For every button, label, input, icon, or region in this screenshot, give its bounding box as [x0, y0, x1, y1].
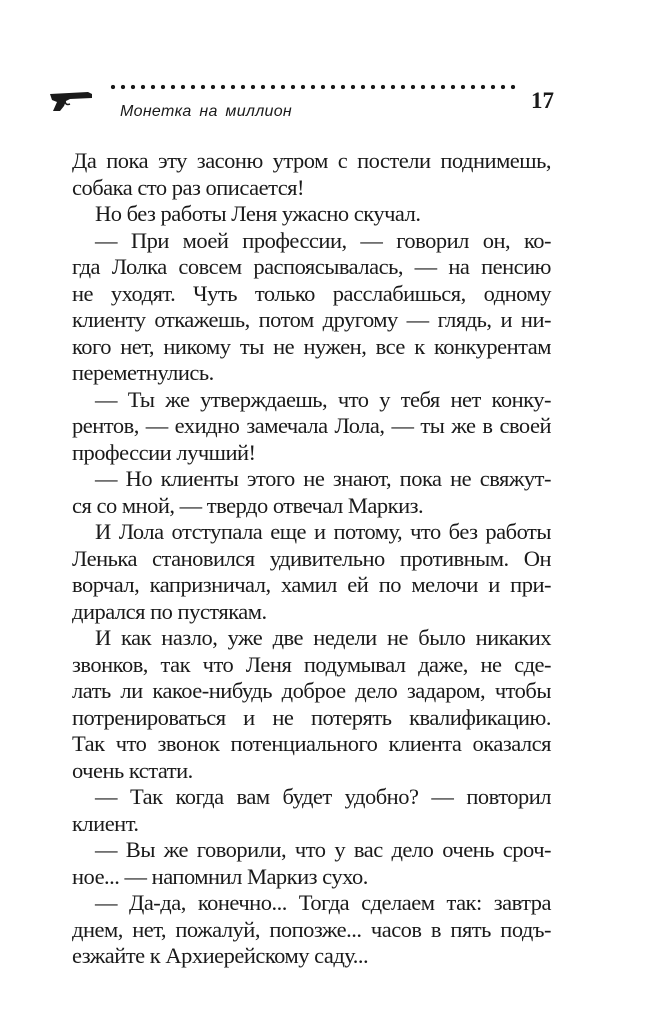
text-line: И как назло, уже две недели не было никаких	[95, 625, 551, 650]
text-line: — Ты же утверждаешь, что у тебя нет конку-	[95, 386, 551, 412]
text-line: собака сто раз описается!	[72, 174, 305, 200]
text-line: ся со мной, — твердо отвечал Маркиз.	[72, 492, 424, 518]
text-line: звонков, так что Леня подумывал даже, не сде-	[72, 651, 551, 677]
text-line: ворчал, капризничал, хамил ей по мелочи и при-	[72, 572, 551, 597]
text-line: кого нет, никому ты не нужен, все к конкурентам	[72, 333, 551, 359]
text-line: очень кстати.	[72, 757, 193, 783]
text-line: езжайте к Архиерейскому саду...	[72, 943, 369, 968]
text-line: Да пока эту засоню утром с постели поднимешь,	[72, 148, 551, 173]
text-line: — Да-да, конечно... Тогда сделаем так: завтра	[95, 890, 551, 915]
running-title: Монетка на миллион	[120, 103, 293, 120]
text-line: — Но клиенты этого не знают, пока не свяжут-	[95, 466, 551, 491]
text-line: рентов, — ехидно замечала Лола, — ты же в своей	[72, 413, 551, 438]
text-line: профессии лучший!	[72, 439, 256, 465]
text-line: дирался по пустякам.	[72, 598, 267, 624]
text-line: И Лола отступала еще и потому, что без работы	[95, 519, 551, 544]
body-text	[72, 148, 551, 970]
text-line: Но без работы Леня ужасно скучал.	[95, 201, 421, 226]
text-line: — Вы же говорили, что у вас дело очень сроч-	[95, 837, 551, 862]
text-line: клиенту откажешь, потом другому — глядь, и ни-	[72, 307, 551, 332]
text-line: Так что звонок потенциального клиента оказался	[72, 731, 551, 756]
text-line: — Так когда вам будет удобно? — повторил	[95, 784, 551, 809]
running-header	[48, 80, 560, 130]
text-line: клиент.	[72, 810, 139, 836]
text-line: потренироваться и не потерять квалификацию.	[72, 704, 551, 730]
text-line: ное... — напомнил Маркиз сухо.	[72, 863, 368, 889]
text-line: гда Лолка совсем распоясывалась, — на пенсию	[72, 254, 551, 279]
text-line: не уходят. Чуть только расслабишься, одному	[72, 280, 551, 306]
revolver-icon	[48, 88, 94, 112]
text-line: Ленька становился удивительно противным. Он	[72, 545, 551, 571]
text-line: переметнулись.	[72, 360, 214, 385]
dotted-rule	[108, 84, 518, 90]
text-line: днем, нет, пожалуй, попозже... часов в пять подъ-	[72, 916, 551, 942]
page-number: 17	[531, 88, 554, 113]
text-line: — При моей профессии, — говорил он, ко-	[95, 227, 551, 253]
text-line: лать ли какое-нибудь доброе дело задаром, чтобы	[72, 678, 551, 703]
